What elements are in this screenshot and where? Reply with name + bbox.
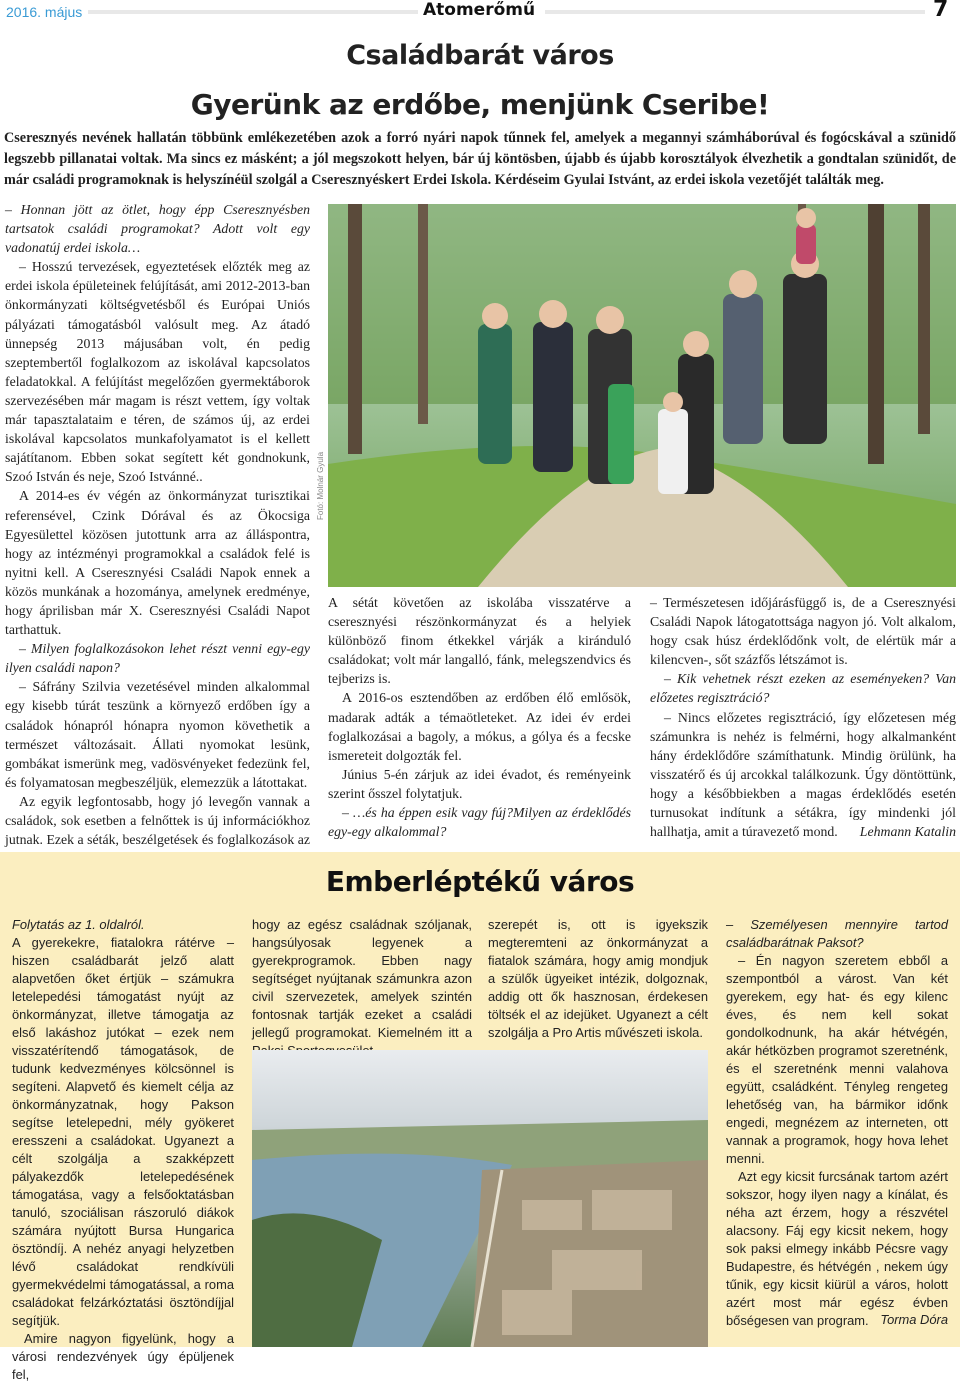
paragraph: Június 5-én zárjuk az idei évadot, és reményeink szerint ősszel folytatjuk. xyxy=(328,766,631,801)
paragraph: Azt egy kicsit furcsának tartom azért sokszor, hogy ilyen nagy a kínálat, és néha azt érzem, hogy a részvétel alacsony. Fáj egy kicsit nekem, hogy sok paksi elmegy inkább Pécsre vagy Budapestre, és hétvégén , nekem úgy tűnik, egy kicsit kiürül a város, holott azért most már egész évben bőségesen van program. xyxy=(726,1169,948,1328)
sidebar-column-4 xyxy=(726,916,948,1330)
paragraph: – Én nagyon szeretem ebből a szempontból a várost. Van két gyerekem, egy hat- és egy kilenc éves, és nem kell sokat gondolkodnunk, ha akár hétvégén, akár hétközben programot szeretnénk, és el szeretnénk menni valahova együtt, családként. Tényleg rengeteg lehetőség van, ha bármikor időnk engedi, megnézem az interneten, ott vannak a programok, hogy hova lehet menni. xyxy=(726,953,948,1166)
article-author: Lehmann Katalin xyxy=(859,824,956,840)
paragraph: Amire nagyon figyelünk, hogy a városi rendezvények úgy épüljenek fel, xyxy=(12,1331,234,1382)
page-number: 7 xyxy=(933,0,949,22)
paragraph: – Természetesen időjárásfüggő is, de a Cseresznyési Családi Napok látogatottsága nagyon jó. Volt alkalom, hogy csak húsz érdeklődőnk volt, de elértük már a kilencven-, sőt százfős létszámot is. xyxy=(650,595,956,668)
paragraph: A gyerekekre, fiatalokra rátérve – hiszen családbarát jelző alatt alapvetően őket értjük – számukra letelepedési támogatást nyújt az önkormányzat, illetve támogatja az első lakáshoz jutókat – ezek nem visszatérítendő támogatások, de tudunk kedvezményes kölcsönnel is segíteni. Alapvető és kiemelt célja az önkormányzatnak, hogy Pakson segítse letelepedni, mély gyökeret eresszeni a családokat. Ugyanezt a célt szolgálja a szakképzett pályakezdők letelepedésének támogatása, vagy a felsőoktatásban tanuló, szociálisan rászoruló diákok számára nyújtott Bursa Hungarica ösztöndíj. A nehéz anyagi helyzetben lévő családokat rendkívüli gyermekvédelmi támogatással, a roma családokat felzárkóztatási ösztöndíjjal segítjük. xyxy=(12,935,234,1328)
article-title: Gyerünk az erdőbe, menjünk Cseribe! xyxy=(190,88,770,121)
paragraph: – Nincs előzetes regisztráció, így előzetesen még számunkra is nehéz is felmérni, hogy alkalmanként hány érdeklődőre számíthatunk. Mindig örülünk, ha visszatérő és új arcokkal találkozunk. Úgy döntöttünk, hogy a későbbiekben a magas érdeklődés esetén turnusokat indítunk a sétákra, így mindenki jól hallhatja, amit a túravezető mond. Lehmann Katalin xyxy=(650,708,956,842)
sidebar-column-2 xyxy=(252,916,472,1060)
continued-note: Folytatás az 1. oldalról. xyxy=(12,917,145,932)
sidebar-title: Emberléptékű város xyxy=(325,865,635,898)
sidebar-author: Torma Dóra xyxy=(880,1312,948,1327)
article-column-1 xyxy=(5,200,310,868)
interview-question: – Kik vehetnek részt ezeken az eseményeken? Van előzetes regisztráció? xyxy=(650,671,956,706)
header-rule-right xyxy=(545,10,925,14)
paragraph: – Sáfrány Szilvia vezetésével minden alkalommal egy kisebb túrát teszünk a környező erdőben így a családok hónapról hónapra nyomon követhetik a természet változásait. Állati nyomokat lesünk, gombákat ismerünk meg, vadösvényeket fedezünk fel, és folyamatosan megbeszéljük, elemezzük a látottakat. xyxy=(5,679,310,790)
section-title: Atomerőmű xyxy=(423,0,536,20)
interview-question: – …és ha éppen esik vagy fúj?Milyen az érdeklődés egy-egy alkalommal? xyxy=(328,805,631,840)
aerial-city-photo xyxy=(252,1050,708,1347)
forest-walk-photo xyxy=(328,204,956,587)
paragraph: hogy az egész családnak szóljanak, hangsúlyosak legyenek a gyerekprogramok. Ebben nagy segítséget nyújtanak számunkra azon civil szervezetek, amelyek szintén fontosnak tartják ezeket a családi jellegű programokat. Kiemelném itt a xyxy=(252,917,472,1040)
paragraph: A 2016-os esztendőben az erdőben élő emlősök, madarak adták a témaötleteket. Az idei év erdei foglalkozásai a bagoly, a mókus, a gólya és a fecske ismereteit dolgozták fel. xyxy=(328,690,631,763)
header-rule-left xyxy=(88,10,418,14)
article-lead: Cseresznyés nevének hallatán többünk emlékezetében azok a forró nyári napok tűnnek fel, amelyek a megannyi számháborúval és fogócskával a szünidő legszebb pillanatai voltak. Ma sincs ez másként; a jól megszokott helyen, bár új köntösben, újabb és újabb korosztályok élvezhetik a gondtalan szünidőt, de már családi programoknak is helyszínéül szolgál a Cseresznyéskert Erdei Iskola. Kérdéseim Gyulai Istvánt, az erdei iskola vezetőjét találták meg. xyxy=(4,130,956,188)
interview-question: – Személyesen mennyire tartod családbarátnak Paksot? xyxy=(726,917,948,950)
sidebar-column-1 xyxy=(12,916,234,1384)
paragraph: – Hosszú tervezések, egyeztetések előzték meg az erdei iskola épületeinek felújítását, ami 2012-2013-ban önkormányzati költségvetésből és Európai Uniós pályázati támogatásból valósult meg. Az átadó ünnepség 2013 májusában volt, én pedig szeptembertől foglalkozom az iskolával kapcsolatos feladatokkal. A felújítást megelőzően gyermektáborok szervezésében már magam is részt vettem, így voltak már tapasztalataim e téren, de számos új, az erdei iskolával kapcsolatos munkafolyamatot is el kellett sajátítanom. Ebben sokat segített két gondnokunk, Szoó István és neje, Szoó Istvánné.. xyxy=(5,259,310,485)
interview-question: – Honnan jött az ötlet, hogy épp Cseresznyésben tartsatok családi programokat? Adott volt egy vadonatúj erdei iskola… xyxy=(5,202,311,256)
paragraph: A 2014-es év végén az önkormányzat turisztikai referensével, Czink Dórával és az Ökocsiga Egyesülettel közösen jutottunk arra az álláspontra, hogy az intézményi programokkal a családok felé is nyitni kell. A Cseresznyési Családi Napok ennek a közös munkának a hozománya, amelynek eredménye, hogy áprilisban már X. Cseresznyési Családi Napot tarthattuk. xyxy=(5,488,310,638)
photo-credit: Fotó: Molnár Gyula xyxy=(316,451,325,520)
paragraph: Az egyik legfontosabb, hogy jó levegőn vannak a családok, sok esetben a felnőttek is új információkhoz jutnak. Ezek a séták, beszélgetések és foglalkozások az xyxy=(5,793,310,848)
article-column-2 xyxy=(328,593,631,841)
interview-question: – Milyen foglalkozásokon lehet részt venni egy-egy ilyen családi napon? xyxy=(5,641,310,676)
sidebar-column-3 xyxy=(488,916,708,1042)
article-kicker: Családbarát város xyxy=(346,40,614,71)
issue-date: 2016. május xyxy=(6,4,83,20)
paragraph: A sétát követően az iskolába visszatérve a cseresznyési részönkormányzat és a helyiek különböző finom étkekkel várják a kiránduló családokat; volt már langalló, fánk, melegszendvics és tejberizs is. xyxy=(328,595,631,687)
paragraph: szerepét is, ott is igyekszik megteremteni az önkormányzat a fiatalok számára, hogy amig mondjuk a szülők ügyeiket intézik, dolgoznak, addig ott ők hasznosan, érdekesen töltsék el az idejüket. Ugyanezt a célt szolgálja a Pro Artis művészeti iskola. xyxy=(488,917,708,1040)
article-column-3 xyxy=(650,593,956,841)
